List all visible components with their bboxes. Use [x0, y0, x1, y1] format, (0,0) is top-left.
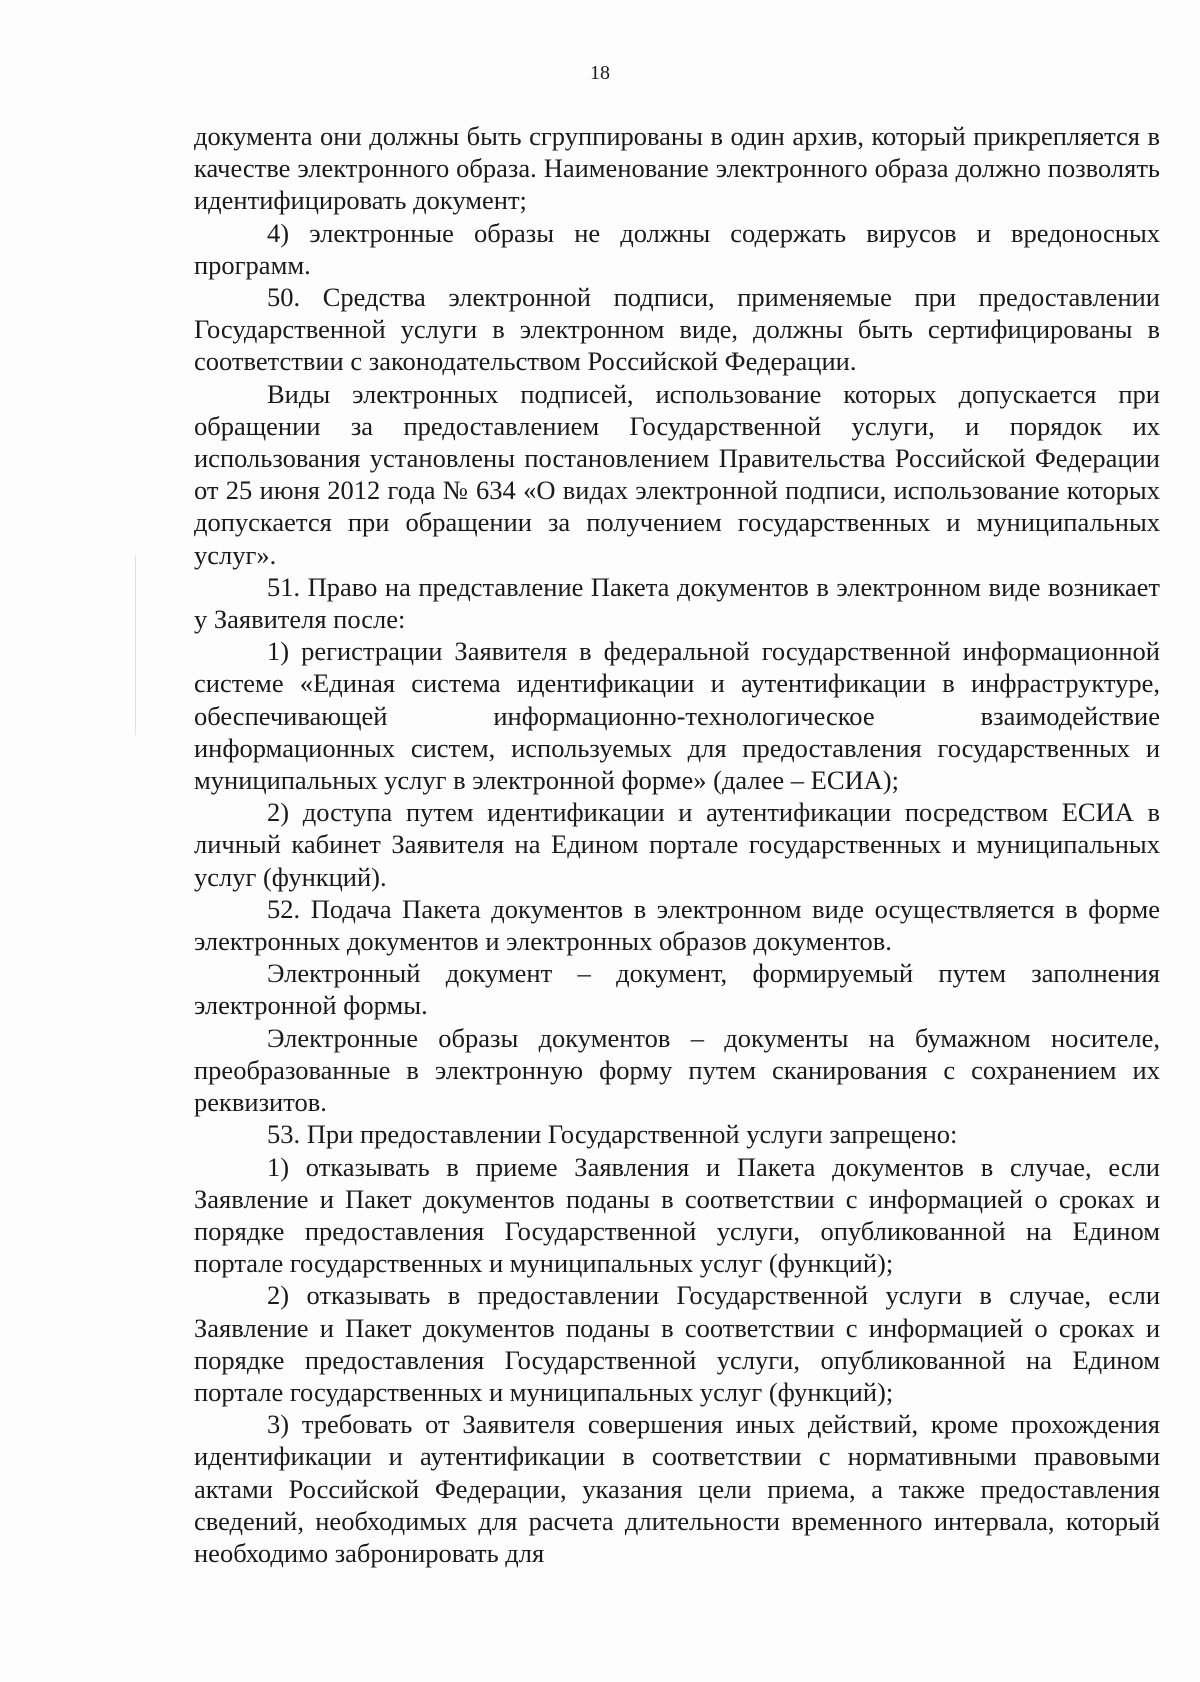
paragraph: 4) электронные образы не должны содержать вирусов и вредоносных программ.	[194, 217, 1160, 280]
paragraph: Электронные образы документов – документы на бумажном носителе, преобразованные в электронную форму путем сканирования с сохранением их реквизитов.	[194, 1022, 1160, 1118]
paragraph: 52. Подача Пакета документов в электронном виде осуществляется в форме электронных документов и электронных образов документов.	[194, 893, 1160, 957]
paragraph: 1) отказывать в приеме Заявления и Пакета документов в случае, если Заявление и Пакет документов поданы в соответствии с информацией о сроках и порядке предоставления Государственной услуги, опубликованной на Едином портале государственных и муниципальных услуг (функций);	[194, 1151, 1160, 1279]
document-body	[194, 120, 1160, 1569]
paragraph: 3) требовать от Заявителя совершения иных действий, кроме прохождения идентификации и аутентификации в соответствии с нормативными правовыми актами Российской Федерации, указания цели приема, а также предоставления сведений, необходимых для расчета длительности временного интервала, который необходимо забронировать для	[194, 1409, 1160, 1568]
paragraph: 51. Право на представление Пакета документов в электронном виде возникает у Заявителя после:	[194, 571, 1160, 635]
paragraph: Виды электронных подписей, использование которых допускается при обращении за предоставлением Государственной услуги, и порядок их использования установлены постановлением Правительства Российской Федерации от 25 июня 2012 года № 634 «О видах электронной подписи, использование которых допускается при обращении за получением государственных и муниципальных услуг».	[194, 378, 1160, 570]
paragraph: документа они должны быть сгруппированы в один архив, который прикрепляется в качестве электронного образа. Наименование электронного образа должно позволять идентифицировать документ;	[194, 121, 1160, 216]
page-number: 18	[590, 62, 610, 84]
paragraph: 1) регистрации Заявителя в федеральной государственной информационной системе «Единая система идентификации и аутентификации в инфраструктуре, обеспечивающей информационно-технологическое взаимодействие информационных систем, используемых для предоставления государственных и муниципальных услуг в электронной форме» (далее – ЕСИА);	[194, 636, 1160, 796]
paragraph: 2) доступа путем идентификации и аутентификации посредством ЕСИА в личный кабинет Заявителя на Едином портале государственных и муниципальных услуг (функций).	[194, 797, 1160, 892]
paragraph: Электронный документ – документ, формируемый путем заполнения электронной формы.	[194, 958, 1160, 1021]
scan-margin-mark	[135, 555, 136, 735]
paragraph: 2) отказывать в предоставлении Государственной услуги в случае, если Заявление и Пакет документов поданы в соответствии с информацией о сроках и порядке предоставления Государственной услуги, опубликованной на Едином портале государственных и муниципальных услуг (функций);	[194, 1280, 1160, 1407]
paragraph: 53. При предоставлении Государственной услуги запрещено:	[267, 1119, 958, 1150]
paragraph: 50. Средства электронной подписи, применяемые при предоставлении Государственной услуги в электронном виде, должны быть сертифицированы в соответствии с законодательством Российской Федерации.	[194, 282, 1160, 377]
